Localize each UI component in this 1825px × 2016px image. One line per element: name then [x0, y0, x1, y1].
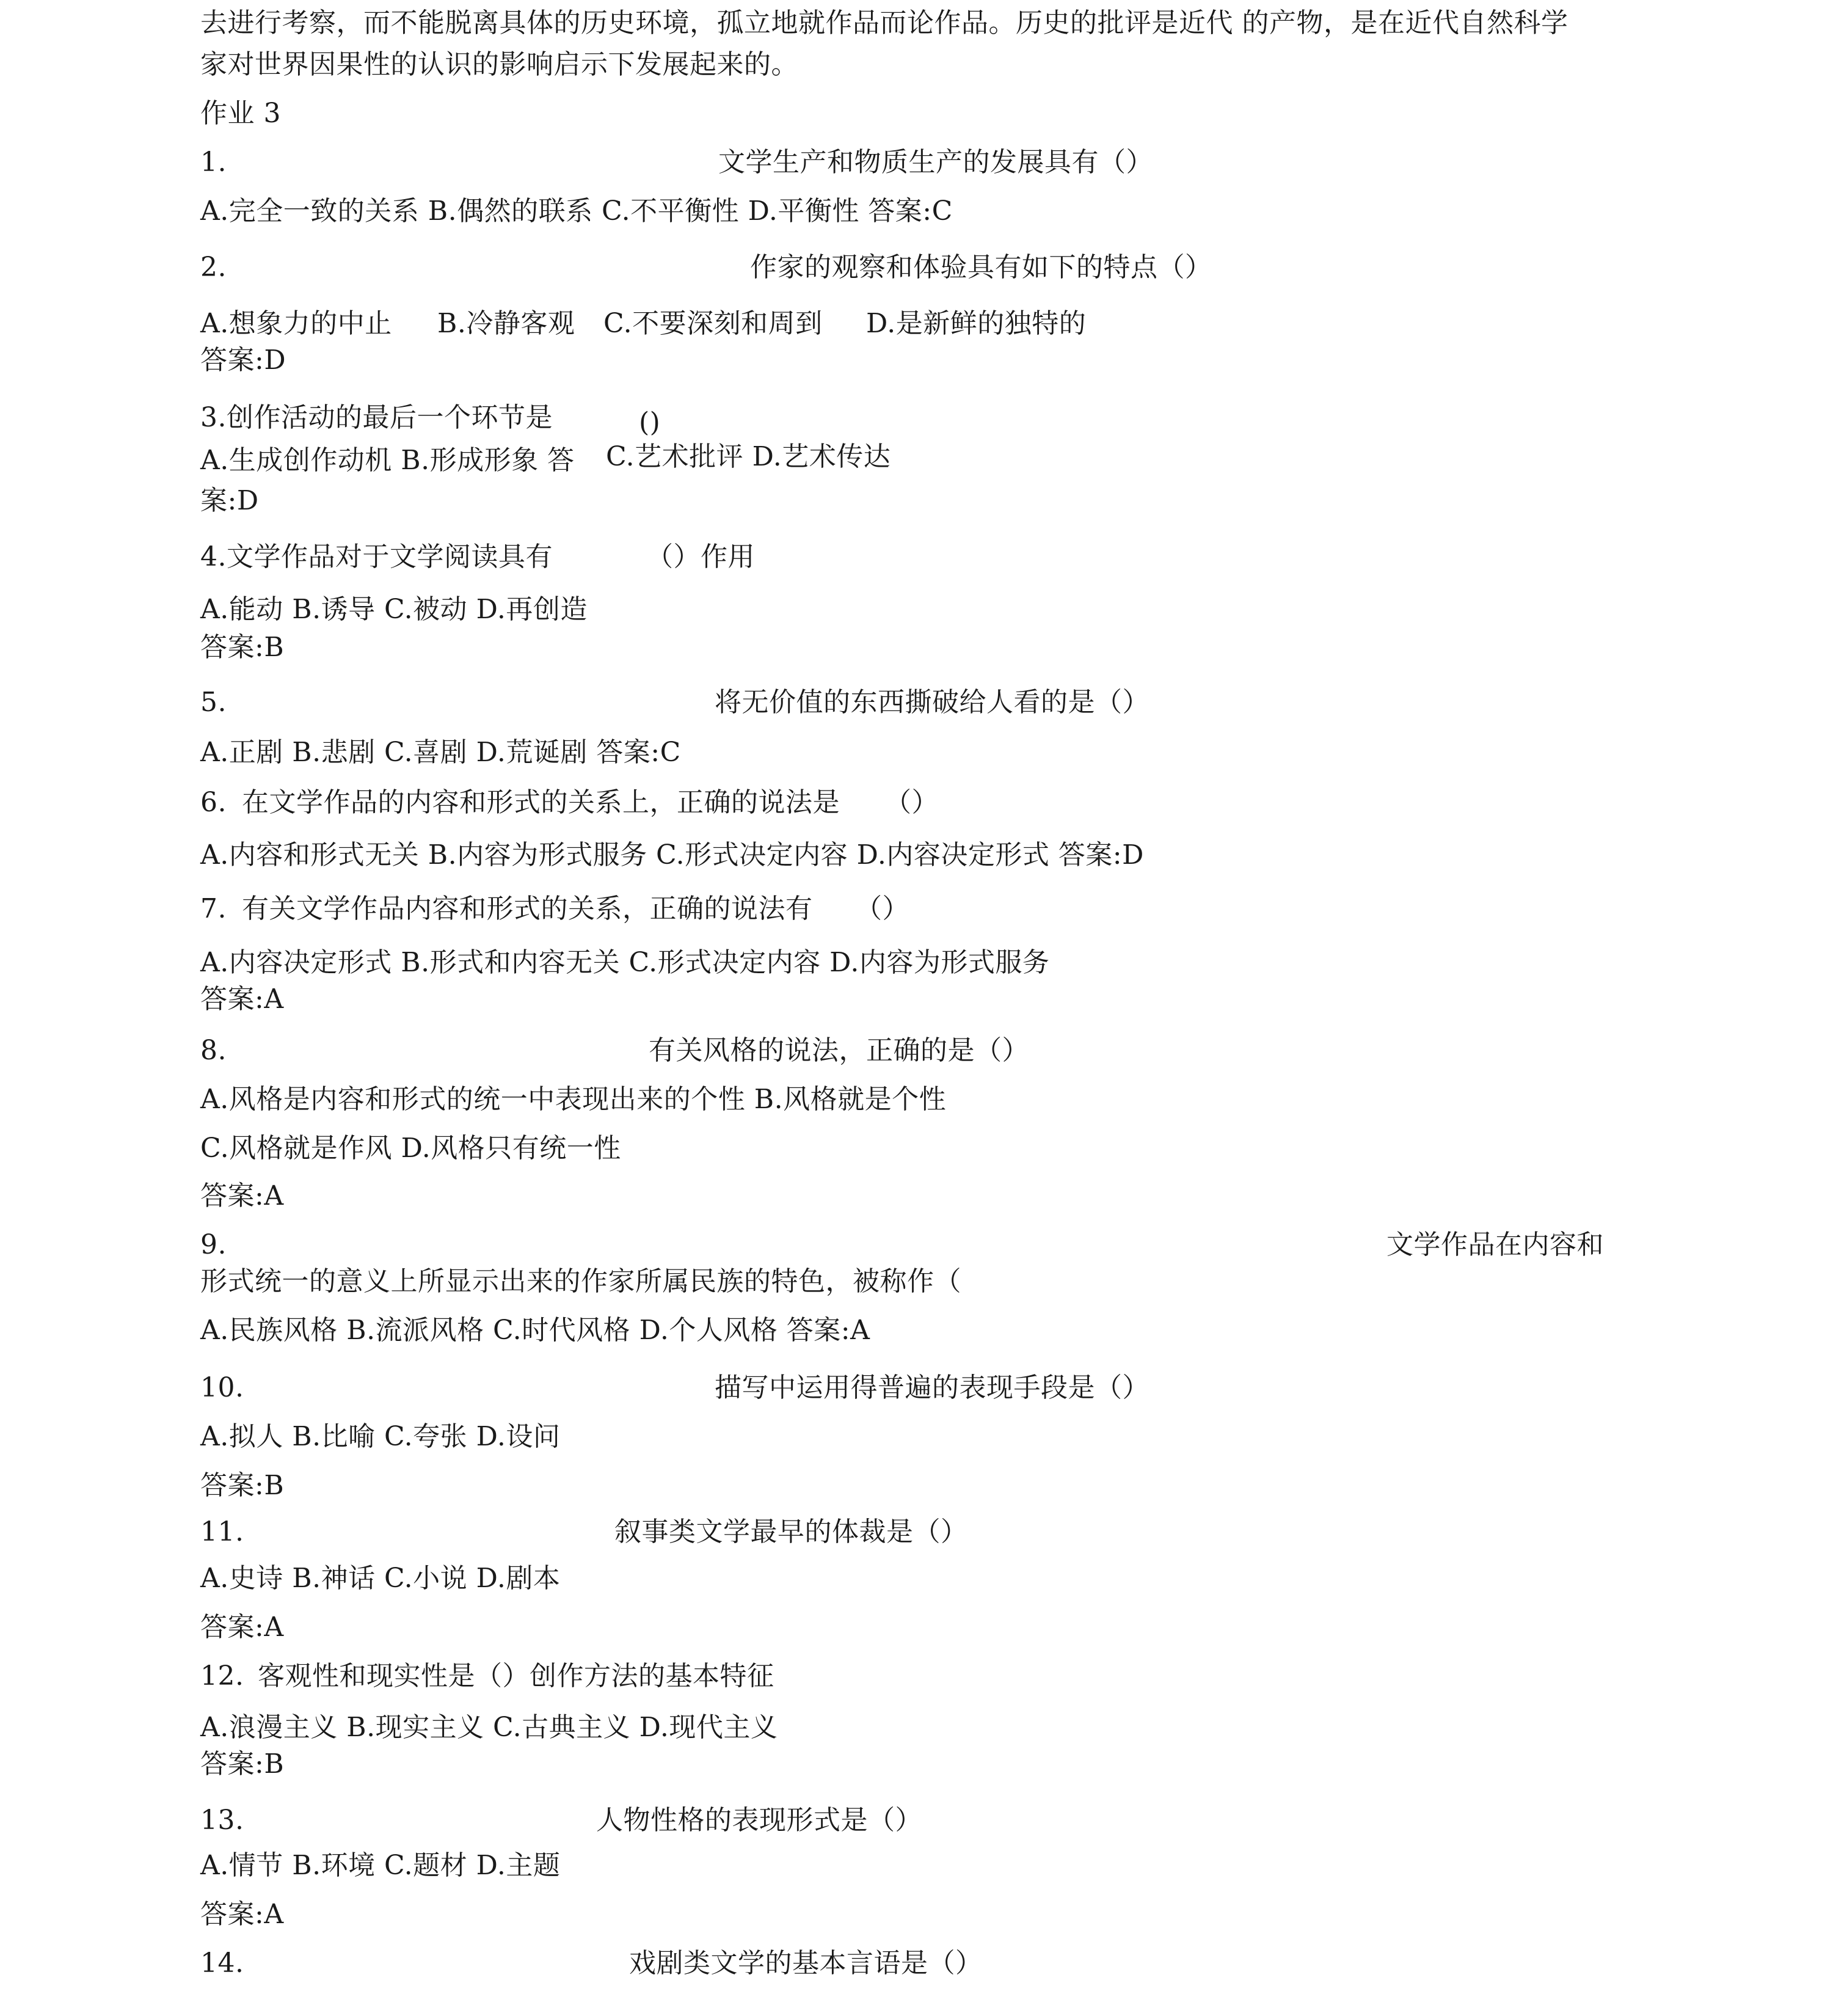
q13-options: A.情节 B.环境 C.题材 D.主题 — [200, 1850, 561, 1881]
q3-answer: 案:D — [200, 485, 259, 516]
q3-options-cd: C.艺术批评 D.艺术传达 — [606, 441, 891, 472]
q14-stem: 戏剧类文学的基本言语是（） — [629, 1948, 983, 1979]
q3-options-ab: A.生成创作动机 B.形成形象 答 — [200, 445, 575, 476]
q11-options: A.史诗 B.神话 C.小说 D.剧本 — [200, 1563, 561, 1594]
q7-options: A.内容决定形式 B.形式和内容无关 C.形式决定内容 D.内容为形式服务 — [200, 947, 1050, 978]
q13-number: 13. — [200, 1805, 244, 1836]
q13-stem: 人物性格的表现形式是（） — [596, 1805, 922, 1836]
q9-options: A.民族风格 B.流派风格 C.时代风格 D.个人风格 答案:A — [200, 1315, 870, 1346]
q8-options-2: C.风格就是作风 D.风格只有统一性 — [200, 1133, 621, 1164]
q3-stem: 3.创作活动的最后一个环节是 — [200, 402, 553, 433]
q12-answer: 答案:B — [200, 1748, 285, 1780]
q4-stem: 4.文学作品对于文学阅读具有 — [200, 541, 553, 572]
q8-answer: 答案:A — [200, 1180, 284, 1211]
intro-line-2: 家对世界因果性的认识的影响启示下发展起来的。 — [200, 49, 798, 80]
q7-number: 7. — [200, 893, 227, 924]
q13-answer: 答案:A — [200, 1899, 284, 1930]
q14-number: 14. — [200, 1948, 244, 1979]
q3-paren: () — [639, 407, 661, 438]
q8-number: 8. — [200, 1035, 227, 1066]
q1-number: 1. — [200, 147, 227, 178]
q2-option-c: C.不要深刻和周到 — [603, 308, 823, 339]
q7-answer: 答案:A — [200, 984, 284, 1015]
q2-option-a: A.想象力的中止 — [200, 308, 392, 339]
q10-number: 10. — [200, 1372, 244, 1403]
q5-stem: 将无价值的东西撕破给人看的是（） — [715, 687, 1149, 718]
q9-stem-continued: 形式统一的意义上所显示出来的作家所属民族的特色，被称作（ — [200, 1266, 961, 1297]
q11-number: 11. — [200, 1516, 244, 1547]
q11-answer: 答案:A — [200, 1612, 284, 1643]
q1-options: A.完全一致的关系 B.偶然的联系 C.不平衡性 D.平衡性 答案:C — [200, 195, 953, 227]
q6-stem: 在文学作品的内容和形式的关系上，正确的说法是 — [242, 787, 840, 818]
q6-paren: （） — [884, 787, 939, 818]
q1-stem: 文学生产和物质生产的发展具有（） — [718, 147, 1153, 178]
q5-options: A.正剧 B.悲剧 C.喜剧 D.荒诞剧 答案:C — [200, 737, 681, 768]
q7-stem: 有关文学作品内容和形式的关系，正确的说法有 — [242, 893, 813, 924]
q10-answer: 答案:B — [200, 1470, 285, 1501]
q12-options: A.浪漫主义 B.现实主义 C.古典主义 D.现代主义 — [200, 1712, 778, 1743]
q7-paren: （） — [855, 893, 909, 924]
q12-number: 12. — [200, 1660, 244, 1692]
q2-option-b: B.冷静客观 — [437, 308, 575, 339]
q10-stem: 描写中运用得普遍的表现手段是（） — [715, 1372, 1149, 1403]
intro-line-1: 去进行考察，而不能脱离具体的历史环境，孤立地就作品而论作品。历史的批评是近代 的产物，是在近代自然科学 — [200, 7, 1568, 38]
q10-options: A.拟人 B.比喻 C.夸张 D.设问 — [200, 1421, 561, 1452]
q6-number: 6. — [200, 787, 227, 818]
q2-option-d: D.是新鲜的独特的 — [866, 308, 1087, 339]
q5-number: 5. — [200, 687, 227, 718]
q8-options-1: A.风格是内容和形式的统一中表现出来的个性 B.风格就是个性 — [200, 1084, 947, 1115]
q9-number: 9. — [200, 1229, 227, 1260]
q4-answer: 答案:B — [200, 632, 285, 663]
q12-stem: 客观性和现实性是（）创作方法的基本特征 — [258, 1660, 774, 1692]
q6-options: A.内容和形式无关 B.内容为形式服务 C.形式决定内容 D.内容决定形式 答案:D — [200, 839, 1144, 871]
q8-stem: 有关风格的说法，正确的是（） — [649, 1035, 1029, 1066]
q4-options: A.能动 B.诱导 C.被动 D.再创造 — [200, 594, 588, 625]
q9-stem-right: 文学作品在内容和 — [1386, 1229, 1604, 1260]
q2-number: 2. — [200, 252, 227, 283]
q2-stem: 作家的观察和体验具有如下的特点（） — [750, 252, 1212, 283]
section-title: 作业 3 — [200, 98, 281, 129]
q2-answer: 答案:D — [200, 345, 286, 376]
q4-stem-tail: （）作用 — [646, 541, 755, 572]
q11-stem: 叙事类文学最早的体裁是（） — [614, 1516, 968, 1547]
